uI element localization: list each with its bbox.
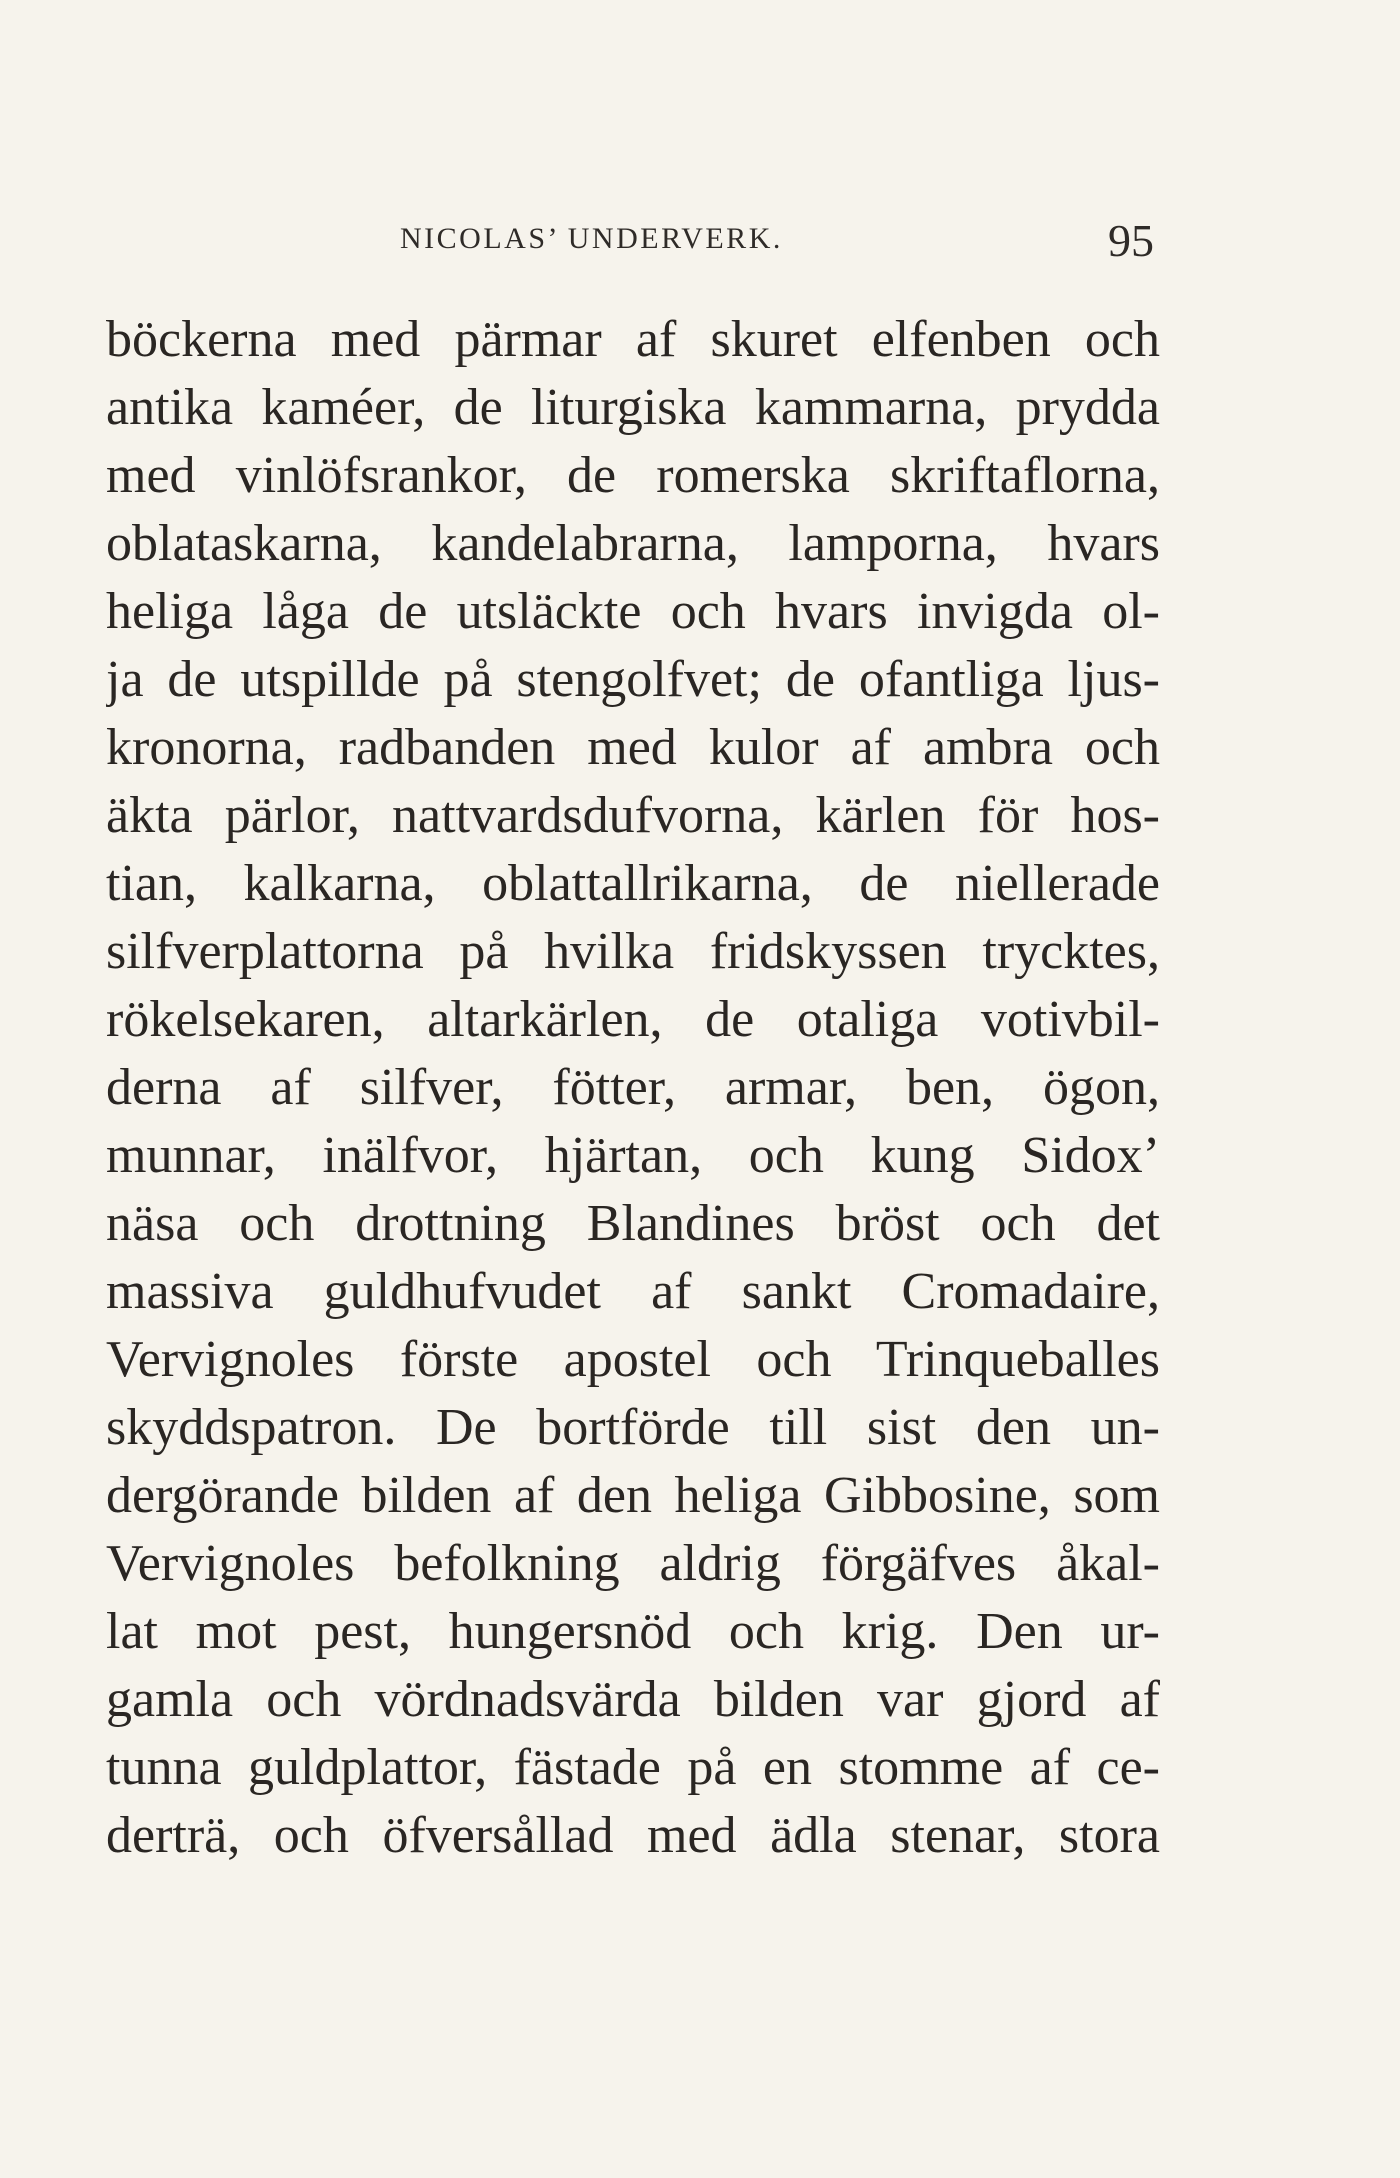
text-line: silfverplattorna på hvilka fridskyssen trycktes, xyxy=(106,923,1160,980)
text-line: böckerna med pärmar af skuret elfenben och xyxy=(106,311,1160,368)
text-line: dergörande bilden af den heliga Gibbosine, som xyxy=(106,1467,1160,1524)
text-line: kronorna, radbanden med kulor af ambra och xyxy=(106,719,1160,776)
text-line: med vinlöfsrankor, de romerska skriftaflorna, xyxy=(106,447,1160,504)
text-line: antika kaméer, de liturgiska kammarna, prydda xyxy=(106,379,1160,436)
body-text xyxy=(106,306,1160,1870)
text-line: massiva guldhufvudet af sankt Cromadaire, xyxy=(106,1263,1160,1320)
text-line: oblataskarna, kandelabrarna, lamporna, hvars xyxy=(106,515,1160,572)
text-line: lat mot pest, hungersnöd och krig. Den ur- xyxy=(106,1603,1160,1660)
text-line: gamla och vördnadsvärda bilden var gjord af xyxy=(106,1671,1160,1728)
text-line: äkta pärlor, nattvardsdufvorna, kärlen för hos- xyxy=(106,787,1160,844)
text-line: tunna guldplattor, fästade på en stomme af ce- xyxy=(106,1739,1160,1796)
running-title: NICOLAS’ UNDERVERK. xyxy=(400,222,783,255)
text-line: Vervignoles befolkning aldrig förgäfves åkal- xyxy=(106,1535,1160,1592)
text-line: näsa och drottning Blandines bröst och det xyxy=(106,1195,1160,1252)
text-line: derna af silfver, fötter, armar, ben, ögon, xyxy=(106,1059,1160,1116)
text-line: tian, kalkarna, oblattallrikarna, de niellerade xyxy=(106,855,1160,912)
text-line: munnar, inälfvor, hjärtan, och kung Sidox’ xyxy=(106,1127,1160,1184)
text-line: rökelsekaren, altarkärlen, de otaliga votivbil- xyxy=(106,991,1160,1048)
page-number: 95 xyxy=(1108,215,1154,266)
text-line: Vervignoles förste apostel och Trinqueballes xyxy=(106,1331,1160,1388)
text-line: heliga låga de utsläckte och hvars invigda ol- xyxy=(106,583,1160,640)
text-line: skyddspatron. De bortförde till sist den un- xyxy=(106,1399,1160,1456)
text-line: ja de utspillde på stengolfvet; de ofantliga ljus- xyxy=(106,651,1160,708)
text-line: derträ, och öfversållad med ädla stenar, stora xyxy=(106,1807,1160,1864)
